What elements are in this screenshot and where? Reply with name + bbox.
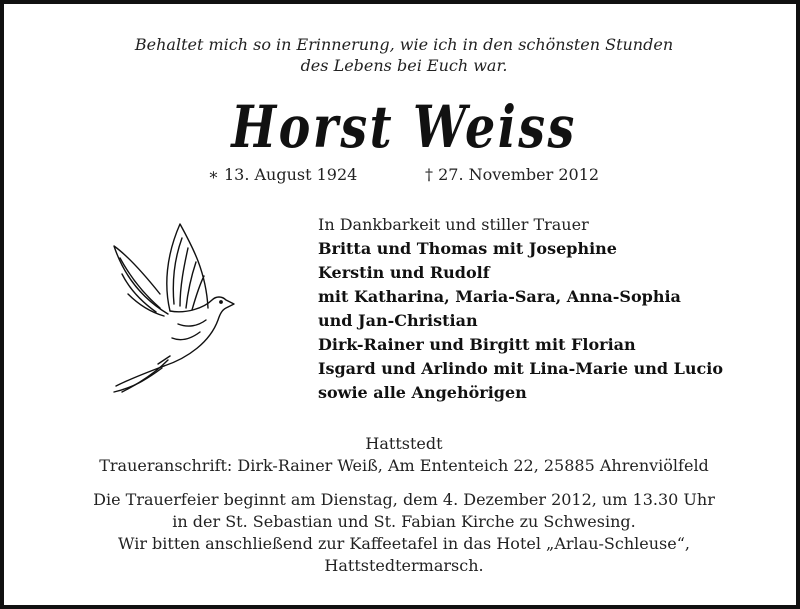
mourner-line: Isgard und Arlindo mit Lina-Marie und Lucio — [318, 359, 723, 378]
mourner-line: sowie alle Angehörigen — [318, 383, 527, 402]
ceremony-line: Hattstedtermarsch. — [324, 556, 484, 575]
deceased-name: Horst Weiss — [231, 93, 577, 161]
death-date: † 27. November 2012 — [425, 165, 600, 184]
mourners-intro: In Dankbarkeit und stiller Trauer — [318, 215, 589, 234]
ceremony-line: Die Trauerfeier beginnt am Dienstag, dem 4. Dezember 2012, um 13.30 Uhr — [93, 490, 715, 509]
quote-line-2: des Lebens bei Euch war. — [300, 56, 508, 75]
town: Hattstedt — [365, 434, 443, 453]
mourning-address — [4, 433, 800, 477]
ceremony-line: Wir bitten anschließend zur Kaffeetafel in das Hotel „Arlau-Schleuse“, — [118, 534, 690, 553]
memorial-quote — [4, 34, 800, 76]
mourner-line: Kerstin und Rudolf — [318, 263, 490, 282]
quote-line-1: Behaltet mich so in Erinnerung, wie ich in den schönsten Stunden — [134, 35, 674, 54]
ceremony-info — [4, 489, 800, 577]
mourner-line: Dirk-Rainer und Birgitt mit Florian — [318, 335, 636, 354]
mourner-line: mit Katharina, Maria-Sara, Anna-Sophia — [318, 287, 681, 306]
mourners-list — [318, 213, 788, 405]
ceremony-line: in der St. Sebastian und St. Fabian Kirche zu Schwesing. — [172, 512, 636, 531]
address-line: Traueranschrift: Dirk-Rainer Weiß, Am Ententeich 22, 25885 Ahrenviölfeld — [99, 456, 709, 475]
birth-date: ∗ 13. August 1924 — [208, 165, 358, 184]
dove-icon — [108, 216, 248, 396]
mourner-line: Britta und Thomas mit Josephine — [318, 239, 617, 258]
mourner-line: und Jan-Christian — [318, 311, 478, 330]
